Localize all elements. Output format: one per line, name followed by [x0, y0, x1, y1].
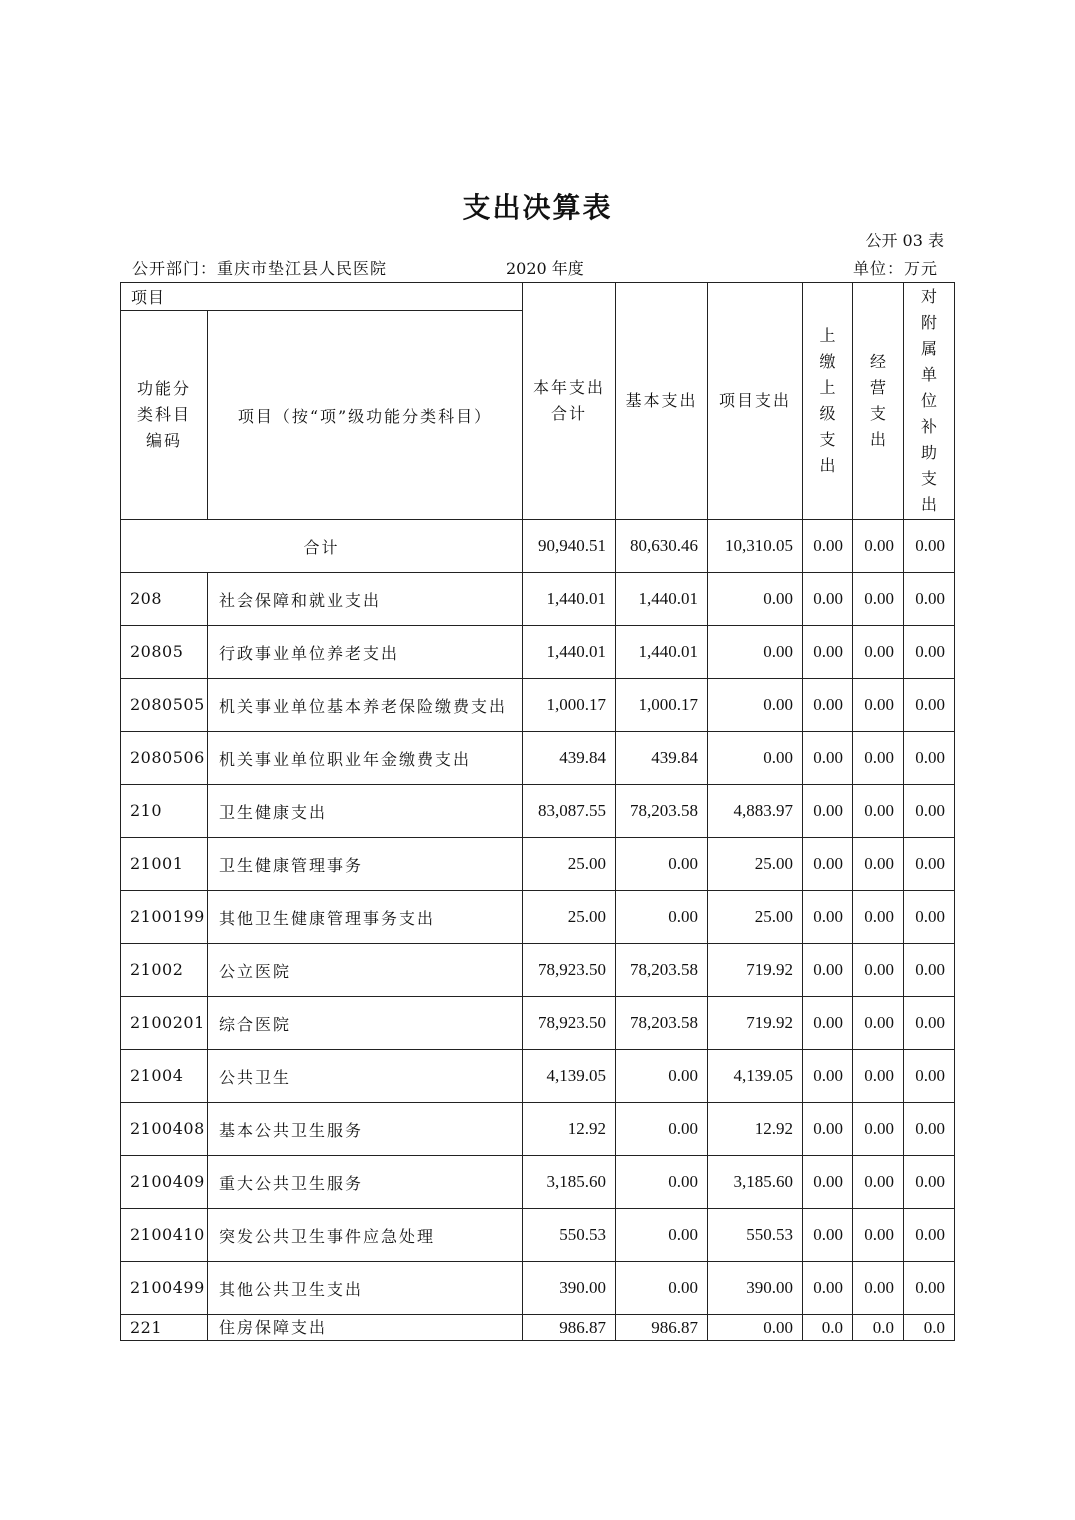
row-name: 重大公共卫生服务 — [208, 1156, 523, 1209]
row-subsidiary: 0.00 — [904, 997, 955, 1050]
row-subsidiary: 0.00 — [904, 679, 955, 732]
row-project: 550.53 — [708, 1209, 803, 1262]
row-operating: 0.0 — [853, 1315, 904, 1341]
header-total: 本年支出合计 — [523, 283, 616, 520]
row-upper: 0.00 — [803, 679, 853, 732]
row-upper: 0.00 — [803, 891, 853, 944]
row-code: 21001 — [121, 838, 208, 891]
row-total: 1,000.17 — [523, 679, 616, 732]
row-name: 机关事业单位基本养老保险缴费支出 — [208, 679, 523, 732]
row-code: 208 — [121, 573, 208, 626]
row-total: 986.87 — [523, 1315, 616, 1341]
row-project: 25.00 — [708, 838, 803, 891]
row-upper: 0.00 — [803, 1209, 853, 1262]
row-operating: 0.00 — [853, 891, 904, 944]
row-name: 基本公共卫生服务 — [208, 1103, 523, 1156]
year-label: 2020 年度 — [506, 259, 584, 278]
row-name: 其他公共卫生支出 — [208, 1262, 523, 1315]
total-label: 合计 — [121, 520, 523, 573]
row-total: 78,923.50 — [523, 944, 616, 997]
header-code: 功能分类科目编码 — [121, 311, 208, 520]
header-upper: 上缴上级支出 — [803, 283, 853, 520]
row-operating: 0.00 — [853, 1156, 904, 1209]
row-subsidiary: 0.00 — [904, 785, 955, 838]
row-project: 0.00 — [708, 732, 803, 785]
row-operating: 0.00 — [853, 1209, 904, 1262]
row-code: 21002 — [121, 944, 208, 997]
row-basic: 78,203.58 — [616, 944, 708, 997]
row-basic: 0.00 — [616, 838, 708, 891]
row-code: 20805 — [121, 626, 208, 679]
row-total: 1,440.01 — [523, 626, 616, 679]
row-code: 2100409 — [121, 1156, 208, 1209]
table-row — [121, 785, 955, 838]
row-subsidiary: 0.00 — [904, 944, 955, 997]
row-operating: 0.00 — [853, 838, 904, 891]
row-basic: 1,440.01 — [616, 626, 708, 679]
row-name: 公立医院 — [208, 944, 523, 997]
table-row — [121, 1209, 955, 1262]
row-basic: 986.87 — [616, 1315, 708, 1341]
expenditure-table — [120, 282, 955, 1341]
row-upper: 0.00 — [803, 1103, 853, 1156]
row-project: 4,883.97 — [708, 785, 803, 838]
meta-row — [132, 256, 942, 278]
header-operating: 经营支出 — [853, 283, 904, 520]
total-row — [121, 520, 955, 573]
page-title: 支出决算表 — [462, 191, 613, 224]
row-subsidiary: 0.00 — [904, 1209, 955, 1262]
row-basic: 0.00 — [616, 1103, 708, 1156]
header-subsidiary: 对附属单位补助支出 — [904, 283, 955, 520]
row-subsidiary: 0.00 — [904, 1103, 955, 1156]
table-row — [121, 997, 955, 1050]
row-code: 2100410 — [121, 1209, 208, 1262]
row-project: 12.92 — [708, 1103, 803, 1156]
table-row — [121, 1103, 955, 1156]
row-project: 719.92 — [708, 997, 803, 1050]
row-total: 83,087.55 — [523, 785, 616, 838]
row-project: 4,139.05 — [708, 1050, 803, 1103]
row-total: 78,923.50 — [523, 997, 616, 1050]
row-total: 12.92 — [523, 1103, 616, 1156]
row-subsidiary: 0.00 — [904, 573, 955, 626]
total-project: 10,310.05 — [708, 520, 803, 573]
row-code: 210 — [121, 785, 208, 838]
row-upper: 0.00 — [803, 1156, 853, 1209]
row-name: 住房保障支出 — [208, 1315, 523, 1341]
table-row — [121, 1050, 955, 1103]
row-basic: 0.00 — [616, 1262, 708, 1315]
table-row — [121, 891, 955, 944]
table-row — [121, 1315, 955, 1341]
row-code: 2080505 — [121, 679, 208, 732]
row-operating: 0.00 — [853, 1103, 904, 1156]
row-subsidiary: 0.00 — [904, 838, 955, 891]
row-project: 0.00 — [708, 1315, 803, 1341]
header-item: 项目 — [121, 283, 523, 311]
row-code: 21004 — [121, 1050, 208, 1103]
row-total: 4,139.05 — [523, 1050, 616, 1103]
row-name: 综合医院 — [208, 997, 523, 1050]
table-row — [121, 679, 955, 732]
row-basic: 0.00 — [616, 891, 708, 944]
row-name: 机关事业单位职业年金缴费支出 — [208, 732, 523, 785]
row-operating: 0.00 — [853, 679, 904, 732]
department-label: 公开部门：重庆市垫江县人民医院 — [132, 259, 388, 278]
row-name: 社会保障和就业支出 — [208, 573, 523, 626]
row-project: 0.00 — [708, 679, 803, 732]
row-subsidiary: 0.00 — [904, 1050, 955, 1103]
row-basic: 0.00 — [616, 1209, 708, 1262]
row-basic: 439.84 — [616, 732, 708, 785]
row-subsidiary: 0.00 — [904, 1262, 955, 1315]
row-operating: 0.00 — [853, 732, 904, 785]
row-project: 390.00 — [708, 1262, 803, 1315]
row-name: 卫生健康支出 — [208, 785, 523, 838]
row-upper: 0.00 — [803, 838, 853, 891]
row-basic: 78,203.58 — [616, 997, 708, 1050]
row-operating: 0.00 — [853, 1262, 904, 1315]
row-operating: 0.00 — [853, 1050, 904, 1103]
row-subsidiary: 0.00 — [904, 1156, 955, 1209]
table-row — [121, 573, 955, 626]
row-code: 2100408 — [121, 1103, 208, 1156]
table-row — [121, 838, 955, 891]
unit-label: 单位：万元 — [852, 259, 938, 278]
row-code: 2080506 — [121, 732, 208, 785]
table-row — [121, 626, 955, 679]
row-project: 0.00 — [708, 626, 803, 679]
row-total: 3,185.60 — [523, 1156, 616, 1209]
table-row — [121, 1262, 955, 1315]
row-basic: 1,440.01 — [616, 573, 708, 626]
row-code: 2100199 — [121, 891, 208, 944]
row-upper: 0.00 — [803, 1050, 853, 1103]
row-name: 公共卫生 — [208, 1050, 523, 1103]
total-total: 90,940.51 — [523, 520, 616, 573]
row-upper: 0.00 — [803, 944, 853, 997]
row-operating: 0.00 — [853, 785, 904, 838]
row-operating: 0.00 — [853, 997, 904, 1050]
row-project: 719.92 — [708, 944, 803, 997]
row-code: 221 — [121, 1315, 208, 1341]
row-project: 25.00 — [708, 891, 803, 944]
row-operating: 0.00 — [853, 573, 904, 626]
row-project: 0.00 — [708, 573, 803, 626]
row-subsidiary: 0.0 — [904, 1315, 955, 1341]
row-total: 390.00 — [523, 1262, 616, 1315]
row-upper: 0.0 — [803, 1315, 853, 1341]
row-subsidiary: 0.00 — [904, 732, 955, 785]
header-project: 项目支出 — [708, 283, 803, 520]
row-upper: 0.00 — [803, 732, 853, 785]
row-name: 卫生健康管理事务 — [208, 838, 523, 891]
row-upper: 0.00 — [803, 785, 853, 838]
row-basic: 0.00 — [616, 1050, 708, 1103]
table-row — [121, 1156, 955, 1209]
row-upper: 0.00 — [803, 626, 853, 679]
row-operating: 0.00 — [853, 944, 904, 997]
row-total: 25.00 — [523, 891, 616, 944]
row-total: 550.53 — [523, 1209, 616, 1262]
row-total: 25.00 — [523, 838, 616, 891]
row-subsidiary: 0.00 — [904, 891, 955, 944]
row-code: 2100201 — [121, 997, 208, 1050]
row-total: 439.84 — [523, 732, 616, 785]
total-subsidiary: 0.00 — [904, 520, 955, 573]
row-subsidiary: 0.00 — [904, 626, 955, 679]
header-basic: 基本支出 — [616, 283, 708, 520]
row-upper: 0.00 — [803, 997, 853, 1050]
row-basic: 0.00 — [616, 1156, 708, 1209]
row-operating: 0.00 — [853, 626, 904, 679]
table-row — [121, 944, 955, 997]
table-row — [121, 732, 955, 785]
row-name: 其他卫生健康管理事务支出 — [208, 891, 523, 944]
form-number: 公开 03 表 — [865, 231, 944, 250]
row-basic: 1,000.17 — [616, 679, 708, 732]
row-name: 行政事业单位养老支出 — [208, 626, 523, 679]
total-upper: 0.00 — [803, 520, 853, 573]
row-upper: 0.00 — [803, 573, 853, 626]
total-operating: 0.00 — [853, 520, 904, 573]
total-basic: 80,630.46 — [616, 520, 708, 573]
row-name: 突发公共卫生事件应急处理 — [208, 1209, 523, 1262]
row-code: 2100499 — [121, 1262, 208, 1315]
row-basic: 78,203.58 — [616, 785, 708, 838]
header-name: 项目（按“项”级功能分类科目） — [208, 311, 523, 520]
row-total: 1,440.01 — [523, 573, 616, 626]
row-upper: 0.00 — [803, 1262, 853, 1315]
row-project: 3,185.60 — [708, 1156, 803, 1209]
